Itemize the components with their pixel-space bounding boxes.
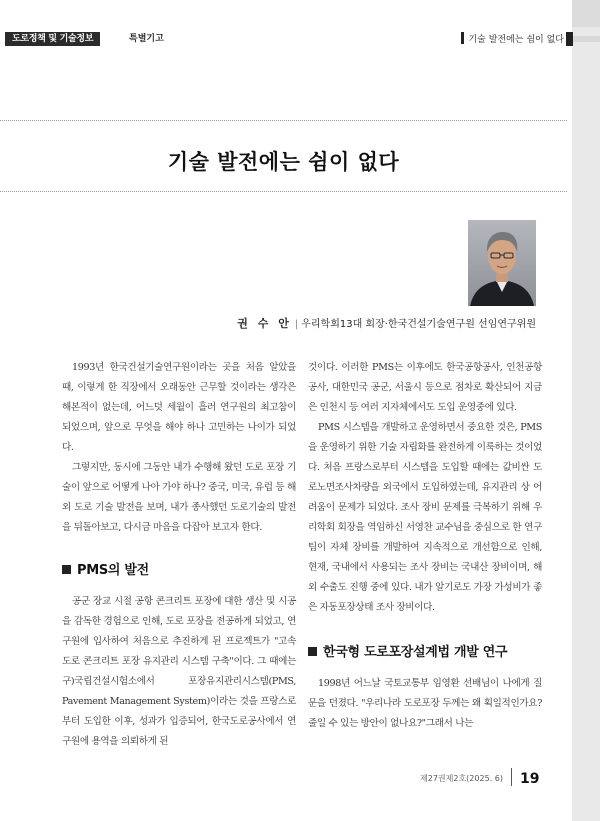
body-paragraph: 것이다. 이러한 PMS는 이후에도 한국공항공사, 인천공항공사, 대한민국 공군, 서울시 등으로 점차로 확산되어 지금은 인천시 등 여러 지자체에서도 도입 운영중에 있다. <box>308 362 542 413</box>
section-tag: 도로정책 및 기술정보 <box>5 32 100 46</box>
body-paragraph: 1993년 한국건설기술연구원이라는 곳을 처음 알았을 때, 이렇게 한 직장에서 오래동안 근무할 것이라는 생각은 해본적이 없는데, 어느덧 세월이 흘러 연구원의 최고참이 되었으며, 앞으로 무엇을 해야 하나 고민하는 나이가 되었다. <box>62 362 296 453</box>
running-title-text: 기술 발전에는 쉼이 없다 <box>468 35 564 45</box>
footer-divider <box>511 768 512 786</box>
body-paragraph: 1998년 어느날 국토교통부 임영환 선배님이 나에게 질문을 던졌다. "우리나라 도로포장 두께는 왜 획일적인가요? 줄일 수 있는 방안이 없나요?"그래서 나는 <box>308 678 542 729</box>
author-photo <box>468 220 536 306</box>
section-heading <box>308 644 542 662</box>
section-heading-text: PMS의 발전 <box>77 563 149 578</box>
author-line <box>237 315 536 331</box>
running-title <box>461 32 564 47</box>
body-paragraph: PMS 시스템을 개발하고 운영하면서 중요한 것은, PMS을 운영하기 위한 기술 자립화를 완전하게 이룩하는 것이었다. 처음 프랑스로부터 시스템을 도입할 때에는 값비싼 도로노면조사차량을 외국에서 도입하였는데, 유지관리 상 어려움이 문제가 되었다. 조사 장비 문제를 극복하기 위해 우리학회 회장을 역임하신 서영찬 교수님을 중심으로 한 연구팀이 자체 장비를 개발하여 지속적으로 개선함으로 인해, 현재, 국내에서 사용되는 조사 장비는 국내산 장비이며, 해외 수출도 진행 중에 있다. 내가 알기로도 가장 가성비가 좋은 자동포장상태 조사 장비이다. <box>308 422 542 613</box>
body-paragraph: 그렇지만, 동시에 그동안 내가 수행해 왔던 도로 포장 기술이 앞으로 어떻게 나아 가야 하나? 중국, 미국, 유럽 등 해외 도로 기술 발전을 보며, 내가 종사했던 도로기술의 발전을 뒤돌아보고, 다시금 마음을 다잡아 보고자 한다. <box>62 462 296 533</box>
article-title: 기술 발전에는 쉼이 없다 <box>167 150 400 174</box>
title-divider-bottom <box>0 191 567 192</box>
page-number: 19 <box>519 771 540 787</box>
body-paragraph: 공군 장교 시절 공항 콘크리트 포장에 대한 생산 및 시공을 감독한 경험으로 인해, 도로 포장을 전공하게 되었고, 연구원에 입사하여 처음으로 추진하게 된 프로젝트가 "고속도로 콘크리트 포장 유지관리 시스템 구축"이다. 그 때에는 구)국립건설시험소에서 포장유지관리시스템(PMS, Pavement Management System)이라는 것을 프랑스로부터 도입한 이후, 성과가 입증되어, 한국도로공사에서 연구원에 용역을 의뢰하게 된 <box>62 596 296 747</box>
section-heading <box>62 562 296 580</box>
author-separator: | <box>294 319 299 330</box>
author-portrait-image <box>468 220 536 306</box>
heading-square-icon <box>62 565 71 574</box>
author-name: 권 수 안 <box>237 317 292 330</box>
left-column <box>62 358 296 752</box>
category-label: 특별기고 <box>129 34 164 44</box>
author-affiliation: 우리학회13대 회장·한국건설기술연구원 선임연구위원 <box>301 319 536 330</box>
running-header <box>0 27 600 49</box>
issue-info: 제27권제2호(2025. 6) <box>420 774 503 783</box>
page-edge-rail-top <box>572 0 600 27</box>
header-edge-block <box>566 32 573 46</box>
heading-square-icon <box>308 647 317 656</box>
page-edge-rail <box>572 0 600 821</box>
title-divider-top <box>0 120 567 121</box>
header-edge-grey <box>573 36 600 42</box>
section-heading-text: 한국형 도로포장설계법 개발 연구 <box>323 645 508 660</box>
page-footer <box>420 768 539 787</box>
right-column <box>308 358 542 734</box>
header-edge-marker <box>566 27 600 49</box>
header-bar-marker <box>461 32 464 44</box>
